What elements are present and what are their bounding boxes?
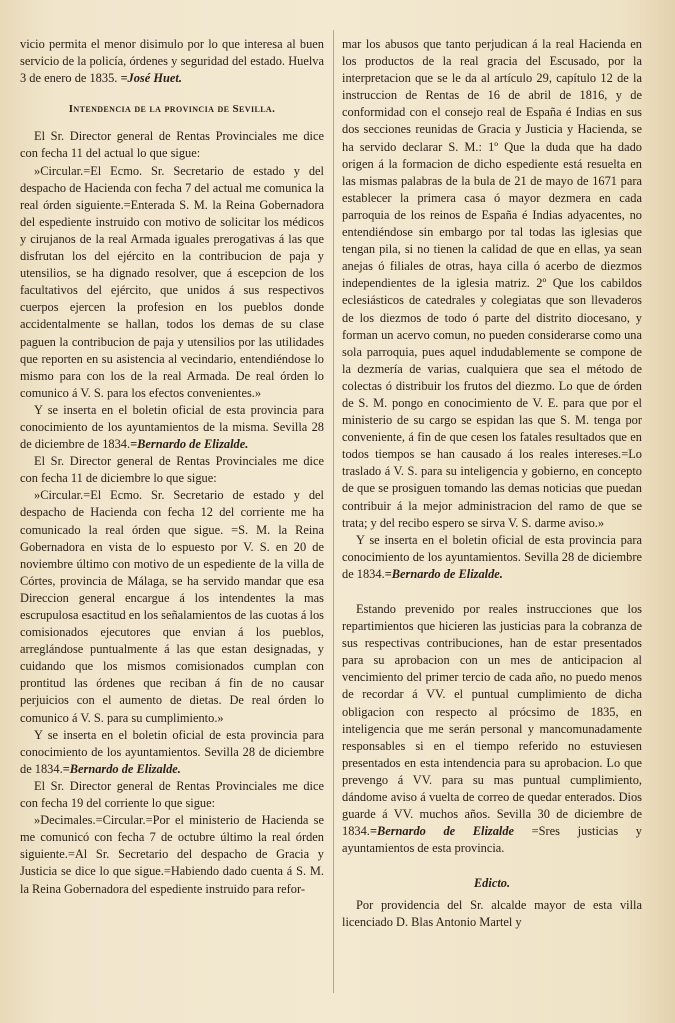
paragraph: mar los abusos que tanto perjudican á la real Hacienda en los productos de la real gracia del Escusado, por la interpretacion que se le da al artículo 29, capítulo 12 de la instruccion de Rentas de 16 de abril de 1816, y de conformidad con el consejo real de España é Indias en sus dos secciones reunidas de Gracia y Justicia y Hacienda, se ha servido declarar S. M.: 1º Que la duda que ha dado origen á la formacion de dicho espediente está resuelta en las mismas palabras de la bula de 21 de mayo de 1671 para establecer la primera casa ó mayor dezmera en cada parroquia de los reinos de España é Indias adyacentes, no entendiéndose sin embargo por tal todas las iglesias que tengan pila, si no tienen la calidad de que en ellas, ya sean anejas ó filiales de otras, haya cilla ó acerbo de diezmos independientes de la iglesia matriz. 2º Que los cabildos eclesiásticos de catedrales y colegiatas que son llevaderos de los diezmos de todo ó parte del distrito diocesano, y forman un acervo comun, no pueden considerarse como una sola parroquia, pues aquel indudablemente se compone de la dezmería de varias, cualquiera que sea el método de colectas ó distribuir los frutos del diezmo. Lo que de órden de S. M. pongo en conocimiento de V. E. para que por el ministerio de su cargo se espidan las que S. M. tenga por conveniente, á fin de que cesen los fatales resultados que en todos tiempos se han causado á los reales intereses.=Lo traslado á V. S. para su inteligencia y gobierno, en concepto de que se prosiguen tomando las demas noticias que puedan contribuir á la mejor administracion del ramo de que se trata; y del recibo espero se sirva V. S. darme aviso.» <box>342 37 642 530</box>
paragraph: Por providencia del Sr. alcalde mayor de esta villa licenciado D. Blas Antonio Martel y <box>342 897 642 929</box>
left-column <box>20 36 324 898</box>
paragraph: El Sr. Director general de Rentas Provinciales me dice con fecha 11 del actual lo que sigue: <box>20 129 324 161</box>
paragraph: Y se inserta en el boletin oficial de esta provincia para conocimiento de los ayuntamientos de la misma. Sevilla 28 de diciembre de 1834.=Bernardo de Elizalde. <box>20 402 324 452</box>
paragraph: »Circular.=El Ecmo. Sr. Secretario de estado y del despacho de Hacienda con fecha 12 del corriente me ha comunicado la real órden que sigue. =S. M. la Reina Gobernadora en vista de lo espuesto por V. S. en 20 de noviembre último con motivo de un espediente de la villa de Córtes, provincia de Málaga, se ha servido mandar que esa Direccion general encargue á los intendentes la mas escrupulosa esactitud en los señalamientos de las cuotas á los comisionados ejecutores que envian á los pueblos, arreglándose puntualmente á las que estan designadas, y cuidando que los mismos comisionados cumplan con prontitud las órdenes que reciban á fin de no causar perjuicios con el aumento de dietas. De real órden lo comunico á V. S. para su cumplimiento.» <box>20 488 324 725</box>
paragraph: El Sr. Director general de Rentas Provinciales me dice con fecha 19 del corriente lo que sigue: <box>20 778 324 811</box>
right-column <box>342 36 642 931</box>
section-heading: Intendencia de la provincia de Sevilla. <box>68 103 276 116</box>
paragraph: »Circular.=El Ecmo. Sr. Secretario de estado y del despacho de Hacienda con fecha 7 del actual me comunica la real órden siguiente.=Enterada S. M. la Reina Gobernadora del espediente instruido con motivo de solicitar los médicos y cirujanos de la real Armada iguales prerogativas á las que disfrutan los del ejército en la contribucion de paja y utensilios, se ha dignado resolver, que á escepcion de los facultativos del ejército, que unidos á sus respectivos cuerpos ejercen la profesion en los pueblos donde accidentalmente se hallan, todos los demas de su clase paguen la contribucion de paja y utensilios por las utilidades que reporten en su asistencia al vecindario, entendiéndose lo mismo para con los de la real Armada. De real órden lo comunico á V. S. para los efectos convenientes.» <box>20 163 324 400</box>
spacer <box>342 583 642 601</box>
paragraph: Estando prevenido por reales instrucciones que los repartimientos que hicieren las justicias para la cobranza de sus respectivas contribuciones, han de estar presentados para su aprobacion con un mes de anticipacion al vencimiento del primer tercio de cada año, no puedo menos de recordar á VV. el puntual cumplimiento de dicha obligacion con respecto al prócsimo de 1835, en inteligencia que me serán personal y mancomunadamente responsables si en el tiempo referido no estuviesen presentados en esta intendencia para su aprobacion. Lo que prevengo á VV. para su mas puntual cumplimiento, dándome aviso á vuelta de correo de quedar enterados. Dios guarde á VV. muchos años. Sevilla 30 de diciembre de 1834.=Bernardo de Elizalde =Sres justicias y ayuntamientos de esta provincia. <box>342 602 642 856</box>
paragraph: vicio permita el menor disimulo por lo que interesa al buen servicio de la policía, órdenes y seguridad del estado. Huelva 3 de enero de 1835. =José Huet. <box>20 37 324 86</box>
signature: =Bernardo de Elizalde. <box>62 761 181 776</box>
signature: =Bernardo de Elizalde. <box>130 437 249 452</box>
paragraph: Y se inserta en el boletin oficial de esta provincia para conocimiento de los ayuntamientos. Sevilla 28 de diciembre de 1834.=Bernardo de Elizalde. <box>342 532 642 581</box>
paragraph: El Sr. Director general de Rentas Provinciales me dice con fecha 11 de diciembre lo que sigue: <box>20 454 324 486</box>
paragraph: »Decimales.=Circular.=Por el ministerio de Hacienda se me comunicó con fecha 7 de octubre último la real órden siguiente.=Al Sr. Secretario del despacho de Gracia y Justicia se dice lo que sigue.=Habiendo dado cuenta á S. M. la Reina Gobernadora del espediente instruido para refor- <box>20 813 324 896</box>
paragraph: Y se inserta en el boletin oficial de esta provincia para conocimiento de los ayuntamientos. Sevilla 28 de diciembre de 1834.=Bernardo de Elizalde. <box>20 727 324 776</box>
signature: =Bernardo de Elizalde <box>369 824 515 839</box>
signature: =Bernardo de Elizalde. <box>384 566 503 581</box>
signature: =José Huet. <box>120 71 182 86</box>
edict-heading: Edicto. <box>473 876 511 891</box>
column-divider <box>333 30 334 993</box>
